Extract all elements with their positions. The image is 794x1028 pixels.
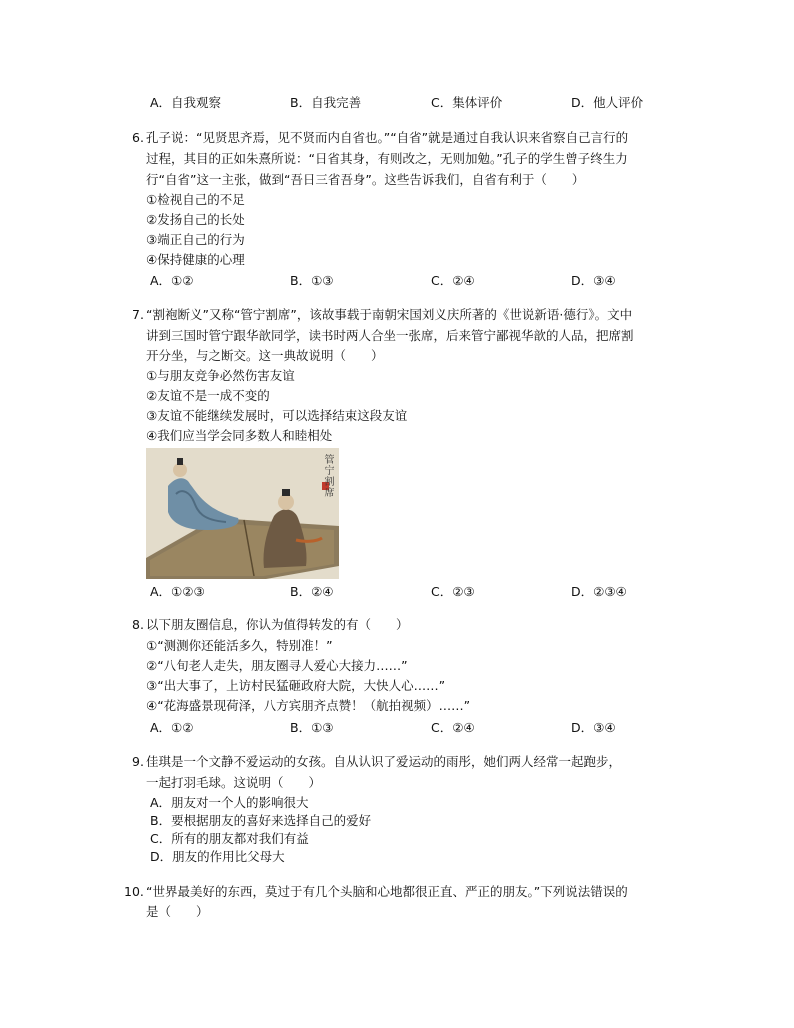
q5-option-c: C．集体评价	[431, 95, 503, 110]
q9-option-b: B．要根据朋友的喜好来选择自己的爱好	[150, 813, 372, 828]
q6-options	[150, 273, 710, 289]
q8-number: 8.	[132, 617, 144, 632]
q7-stem-line1: “割袍断义”又称“管宁割席”，该故事载于南朝宋国刘义庆所著的《世说新语·德行》。文中	[146, 307, 633, 322]
q6-stem-line1: 孔子说：“见贤思齐焉，见不贤而内自省也。”“自省”就是通过自我认识来省察自己言行的	[146, 130, 629, 145]
q6-stem-line3: 行“自省”这一主张，做到“吾日三省吾身”。这些告诉我们，自省有利于（ ）	[146, 172, 585, 187]
q8-options	[150, 720, 710, 736]
q6-item-4: ④保持健康的心理	[146, 252, 245, 267]
q8-option-c: C．②④	[431, 720, 475, 735]
q6-item-1: ①检视自己的不足	[146, 192, 245, 207]
q9-stem-line1: 佳琪是一个文静不爱运动的女孩。自从认识了爱运动的雨彤，她们两人经常一起跑步，	[146, 754, 622, 769]
q8-item-2: ②“八旬老人走失，朋友圈寻人爱心大接力……”	[146, 658, 408, 673]
q7-number: 7.	[132, 307, 144, 322]
q10-stem-line2: 是（ ）	[146, 904, 209, 919]
q7-option-d: D．②③④	[571, 584, 627, 599]
q7-item-2: ②友谊不是一成不变的	[146, 388, 270, 403]
q7-option-a: A．①②③	[150, 584, 205, 599]
q6-option-b: B．①③	[290, 273, 334, 288]
q8-item-3: ③“出大事了，上访村民猛砸政府大院，大快人心……”	[146, 678, 446, 693]
q8-item-1: ①“测测你还能活多久，特别准！”	[146, 638, 333, 653]
q5-option-a: A．自我观察	[150, 95, 222, 110]
q8-item-4: ④“花海盛景现荷泽，八方宾朋齐点赞！（航拍视频）……”	[146, 698, 471, 713]
q6-item-3: ③端正自己的行为	[146, 232, 245, 247]
q6-stem-line2: 过程，其目的正如朱熹所说：“日省其身，有则改之，无则加勉。”孔子的学生曾子终生力	[146, 151, 628, 166]
q7-option-c: C．②③	[431, 584, 475, 599]
q9-option-d: D．朋友的作用比父母大	[150, 849, 285, 864]
q10-stem-line1: “世界最美好的东西，莫过于有几个头脑和心地都很正直、严正的朋友。”下列说法错误的	[146, 884, 628, 899]
q7-stem-line3: 开分坐，与之断交。这一典故说明（ ）	[146, 348, 384, 363]
q6-option-c: C．②④	[431, 273, 475, 288]
q9-option-a: A．朋友对一个人的影响很大	[150, 795, 309, 810]
q7-item-1: ①与朋友竞争必然伤害友谊	[146, 368, 295, 383]
q8-option-b: B．①③	[290, 720, 334, 735]
q7-item-4: ④我们应当学会同多数人和睦相处	[146, 428, 333, 443]
q7-stem-line2: 讲到三国时管宁跟华歆同学，读书时两人合坐一张席，后来管宁鄙视华歆的人品，把席割	[146, 328, 634, 343]
q6-option-a: A．①②	[150, 273, 194, 288]
q9-number: 9.	[132, 754, 144, 769]
q6-item-2: ②发扬自己的长处	[146, 212, 245, 227]
q5-options	[150, 95, 710, 111]
guan-ning-painting	[146, 448, 339, 579]
q5-option-d: D．他人评价	[571, 95, 644, 110]
painting-caption: 管宁割席	[322, 454, 333, 498]
q6-number: 6.	[132, 130, 144, 145]
q8-stem-line1: 以下朋友圈信息，你认为值得转发的有（ ）	[146, 617, 409, 632]
q9-stem-line2: 一起打羽毛球。这说明（ ）	[146, 775, 322, 790]
q7-option-b: B．②④	[290, 584, 334, 599]
painting-illustration	[146, 448, 339, 579]
q8-option-d: D．③④	[571, 720, 616, 735]
q9-option-c: C．所有的朋友都对我们有益	[150, 831, 309, 846]
q7-item-3: ③友谊不能继续发展时，可以选择结束这段友谊	[146, 408, 408, 423]
q10-number: 10.	[124, 884, 144, 899]
q7-options	[150, 584, 710, 600]
q6-option-d: D．③④	[571, 273, 616, 288]
q5-option-b: B．自我完善	[290, 95, 362, 110]
q8-option-a: A．①②	[150, 720, 194, 735]
